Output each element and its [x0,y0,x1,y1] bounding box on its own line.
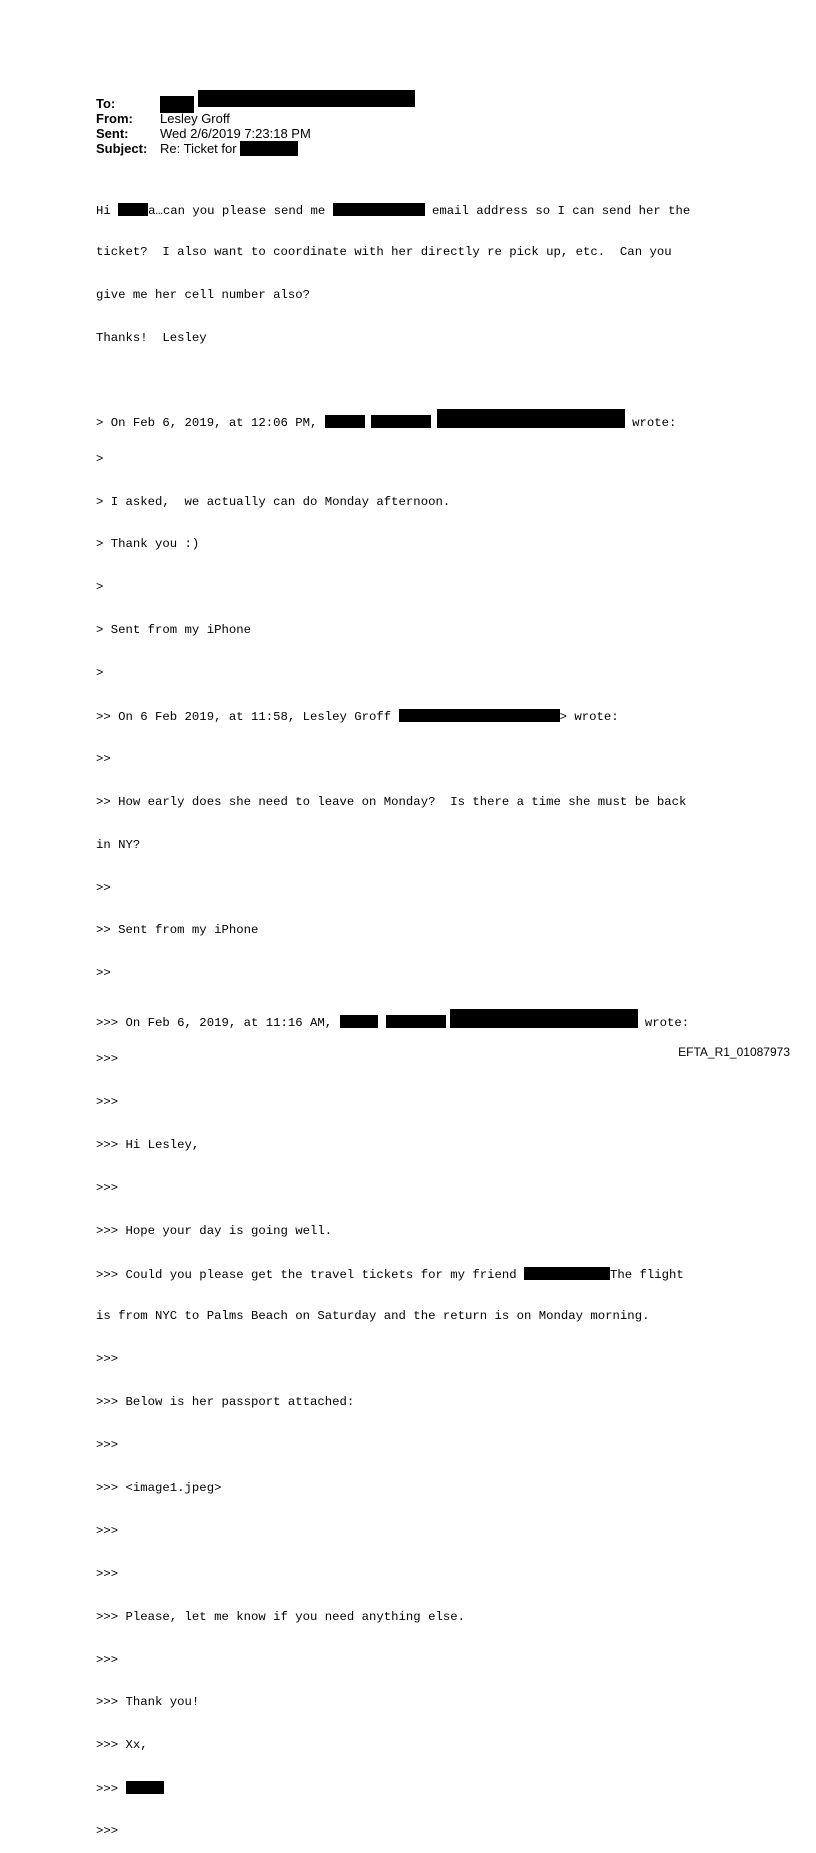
redaction-block [399,709,560,722]
body-line: in NY? [96,837,141,852]
redaction-block [437,409,625,428]
body-line: >>> [96,1180,119,1195]
body-text: email address so I can send her the [424,203,691,218]
body-line: >> [96,880,111,895]
to-row [96,96,415,111]
body-line: >>> Below is her passport attached: [96,1395,355,1410]
body-line: >>> Xx, [96,1738,148,1753]
redaction-block [126,1781,164,1794]
body-line: is from NYC to Palms Beach on Saturday and the return is on Monday morning. [96,1309,650,1324]
subject-row [96,141,415,156]
body-text: a…can you please send me [148,203,333,218]
body-line: > [96,666,104,681]
body-text: wrote: [624,415,677,430]
redaction-block [333,203,425,216]
body-line: >>> <image1.jpeg> [96,1481,222,1496]
subject-value: Re: Ticket for [160,141,237,156]
body-line: >>> [96,1566,119,1581]
body-text: wrote: [637,1016,690,1031]
body-line: > Thank you :) [96,537,200,552]
body-line: >> [96,751,111,766]
body-text: >> On 6 Feb 2019, at 11:58, Lesley Groff [96,709,399,724]
sent-row [96,126,415,141]
redaction-block [240,141,298,156]
paragraph-gap [96,374,690,380]
body-line: Thanks! Lesley [96,331,207,346]
body-line [96,1009,690,1031]
body-text: > On Feb 6, 2019, at 12:06 PM, [96,415,325,430]
body-line: give me her cell number also? [96,288,311,303]
body-line: > Sent from my iPhone [96,623,251,638]
body-line: >>> [96,1523,119,1538]
body-line: > [96,451,104,466]
body-line: > [96,580,104,595]
redaction-block [524,1267,610,1280]
from-row [96,111,415,126]
redaction-block [450,1009,638,1028]
body-line: >>> [96,1052,119,1067]
redaction-block [386,1015,446,1028]
body-line: >>> Hi Lesley, [96,1137,200,1152]
body-line: >>> Please, let me know if you need anything else. [96,1609,465,1624]
redaction-block [198,90,415,107]
body-line [96,1267,690,1281]
body-text: >>> Could you please get the travel tickets for my friend [96,1267,525,1282]
body-text: The flight [610,1267,684,1282]
to-label: To: [96,96,116,111]
body-line: >>> [96,1095,119,1109]
bates-number: EFTA_R1_01087973 [678,1045,790,1059]
body-text: > wrote: [559,709,619,724]
subject-label: Subject: [96,141,148,156]
redaction-block [340,1015,378,1028]
body-line: >> Sent from my iPhone [96,923,259,938]
body-line: >>> Thank you! [96,1695,200,1710]
body-line: >>> [96,1438,119,1453]
body-line: >> [96,966,111,981]
sent-label: Sent: [96,126,129,141]
body-text: Hi [96,203,119,218]
body-line [96,709,690,723]
body-line: >> How early does she need to leave on Monday? Is there a time she must be back [96,794,687,809]
body-text: >>> On Feb 6, 2019, at 11:16 AM, [96,1016,340,1031]
body-line: > I asked, we actually can do Monday afternoon. [96,494,451,509]
body-line: ticket? I also want to coordinate with her directly re pick up, etc. Can you [96,245,672,260]
email-header [96,96,415,156]
body-line [96,409,690,430]
email-body [96,174,690,1853]
body-text: >>> [96,1782,126,1797]
body-line: >>> Hope your day is going well. [96,1223,333,1238]
sent-value: Wed 2/6/2019 7:23:18 PM [160,126,311,141]
body-line: >>> [96,1352,119,1367]
redaction-block [371,415,431,428]
redaction-block [325,415,365,428]
body-line [96,203,690,217]
from-value: Lesley Groff [160,111,230,126]
body-line: >>> [96,1824,119,1839]
redaction-block [118,203,148,216]
body-line [96,1781,690,1795]
from-label: From: [96,111,133,126]
redaction-gap [378,1015,386,1028]
body-line: >>> [96,1652,119,1667]
